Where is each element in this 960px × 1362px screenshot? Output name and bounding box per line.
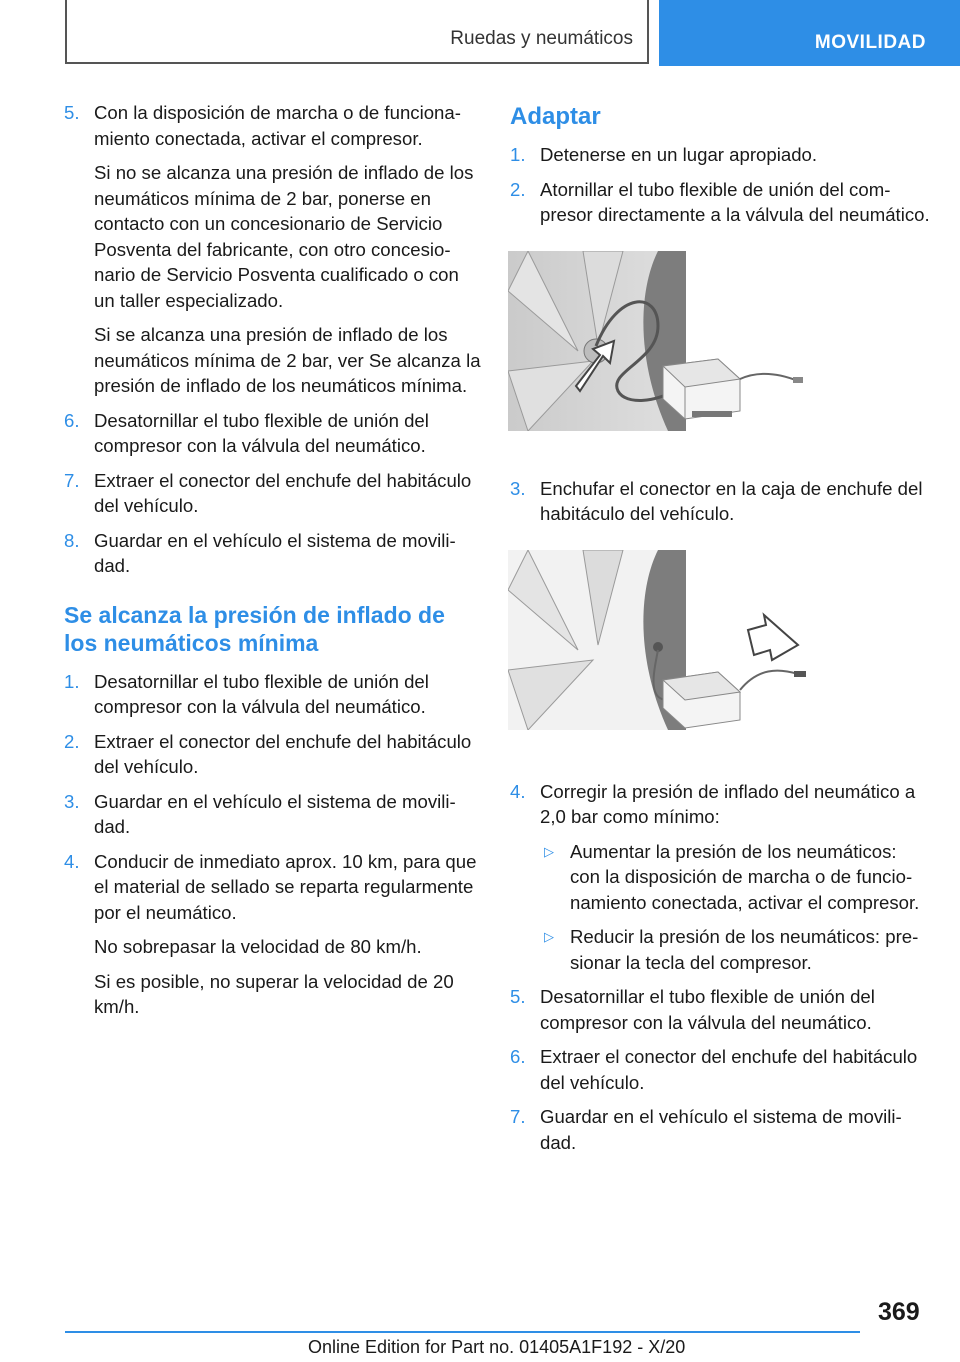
step-paragraph: Si es posible, no superar la velocidad de 20 km/h. xyxy=(94,970,454,1017)
step-item xyxy=(510,984,930,1035)
step-text: Extraer el conector del enchufe del habitáculo del vehículo. xyxy=(94,469,472,516)
step-text: Extraer el conector del enchufe del habitáculo del vehículo. xyxy=(94,730,472,777)
step-number: 7. xyxy=(64,469,80,491)
step-text: Desatornillar el tubo flexible de unión del compresor con la válvula del neumático. xyxy=(540,986,875,1033)
step-paragraph: Si se alcanza una presión de inflado de los neumáticos mínima de 2 bar, ver Se alcanza la presión de inflado de los neumáticos mínima. xyxy=(94,324,481,396)
right-column xyxy=(510,100,930,1164)
step-number: 2. xyxy=(510,178,526,200)
header-chapter-tab xyxy=(659,0,960,66)
step-item xyxy=(510,779,930,830)
step-number: 4. xyxy=(510,780,526,802)
step-number: 8. xyxy=(64,529,80,551)
step-item xyxy=(510,142,930,168)
step-number: 6. xyxy=(64,409,80,431)
step-text: Enchufar el conector en la caja de enchufe del habitáculo del vehículo. xyxy=(540,477,923,524)
step-number: 5. xyxy=(64,102,80,123)
section-heading: Se alcanza la presión de inflado de los neumáticos mínima xyxy=(64,601,445,656)
step-text: Guardar en el vehículo el sistema de movilidad. xyxy=(540,1106,902,1153)
step-text: Atornillar el tubo flexible de unión del compresor directamente a la válvula del neumático. xyxy=(540,178,930,225)
compressor-valve-illustration xyxy=(508,251,808,431)
step-item xyxy=(510,1104,930,1155)
step-number: 4. xyxy=(64,850,80,872)
page-number: 369 xyxy=(878,1298,920,1326)
step-number: 2. xyxy=(64,730,80,752)
step-item xyxy=(64,849,484,926)
step-paragraph: Si no se alcanza una presión de inflado de los neumáticos mínima de 2 bar, ponerse en contacto con un concesionario de Servicio Posventa del fabricante, con otro concesionario de Servicio Posventa cualificado o con un taller especializado. xyxy=(94,162,474,311)
sub-item xyxy=(510,839,930,916)
sub-item xyxy=(510,924,930,975)
step-text: Con la disposición de marcha o de funcionamiento conectada, activar el compresor. xyxy=(94,102,461,149)
step-text: Conducir de inmediato aprox. 10 km, para que el material de sellado se reparta regularmente por el neumático. xyxy=(94,850,477,923)
step-item xyxy=(510,1044,930,1095)
step-number: 5. xyxy=(510,986,526,1007)
step-text: Desatornillar el tubo flexible de unión del compresor con la válvula del neumático. xyxy=(94,409,429,456)
header-chapter-label: MOVILIDAD xyxy=(814,32,926,53)
step-number: 6. xyxy=(510,1046,526,1067)
step-item xyxy=(64,789,484,840)
step-text: Guardar en el vehículo el sistema de movilidad. xyxy=(94,790,456,837)
step-text: Detenerse en un lugar apropiado. xyxy=(540,144,818,165)
step-item xyxy=(64,528,484,579)
step-item xyxy=(64,408,484,459)
step-text: Desatornillar el tubo flexible de unión del compresor con la válvula del neumático. xyxy=(94,670,429,717)
triangle-bullet-icon: ▷ xyxy=(544,929,554,944)
step-number: 7. xyxy=(510,1106,526,1127)
step-number: 3. xyxy=(510,477,526,499)
step-item xyxy=(64,669,484,720)
header-section-title: Ruedas y neumáticos xyxy=(450,28,633,49)
adaptar-heading: Adaptar xyxy=(510,103,601,130)
triangle-bullet-icon: ▷ xyxy=(544,843,554,859)
footer-edition: Online Edition for Part no. 01405A1F192 - X/20 xyxy=(308,1337,686,1357)
header-section-box xyxy=(65,0,649,64)
step-text: Corregir la presión de inflado del neumático a 2,0 bar como mínimo: xyxy=(540,780,916,827)
sub-text: Reducir la presión de los neumáticos: presionar la tecla del compresor. xyxy=(570,926,919,973)
step-text: Guardar en el vehículo el sistema de movilidad. xyxy=(94,529,456,576)
compressor-plug-illustration xyxy=(508,550,808,730)
step-number: 1. xyxy=(510,144,526,165)
step-item xyxy=(510,476,930,527)
step-number: 1. xyxy=(64,670,80,692)
step-item xyxy=(64,468,484,519)
step-item xyxy=(64,729,484,780)
left-column xyxy=(64,100,484,1029)
step-text: Extraer el conector del enchufe del habitáculo del vehículo. xyxy=(540,1046,918,1093)
footer-divider xyxy=(65,1331,860,1333)
step-paragraph: No sobrepasar la velocidad de 80 km/h. xyxy=(94,936,422,957)
step-item xyxy=(510,177,930,228)
sub-text: Aumentar la presión de los neumáticos: con la disposición de marcha o de funcionamiento conectada, activar el compresor. xyxy=(570,840,920,913)
step-number: 3. xyxy=(64,790,80,812)
step-item xyxy=(64,100,484,151)
